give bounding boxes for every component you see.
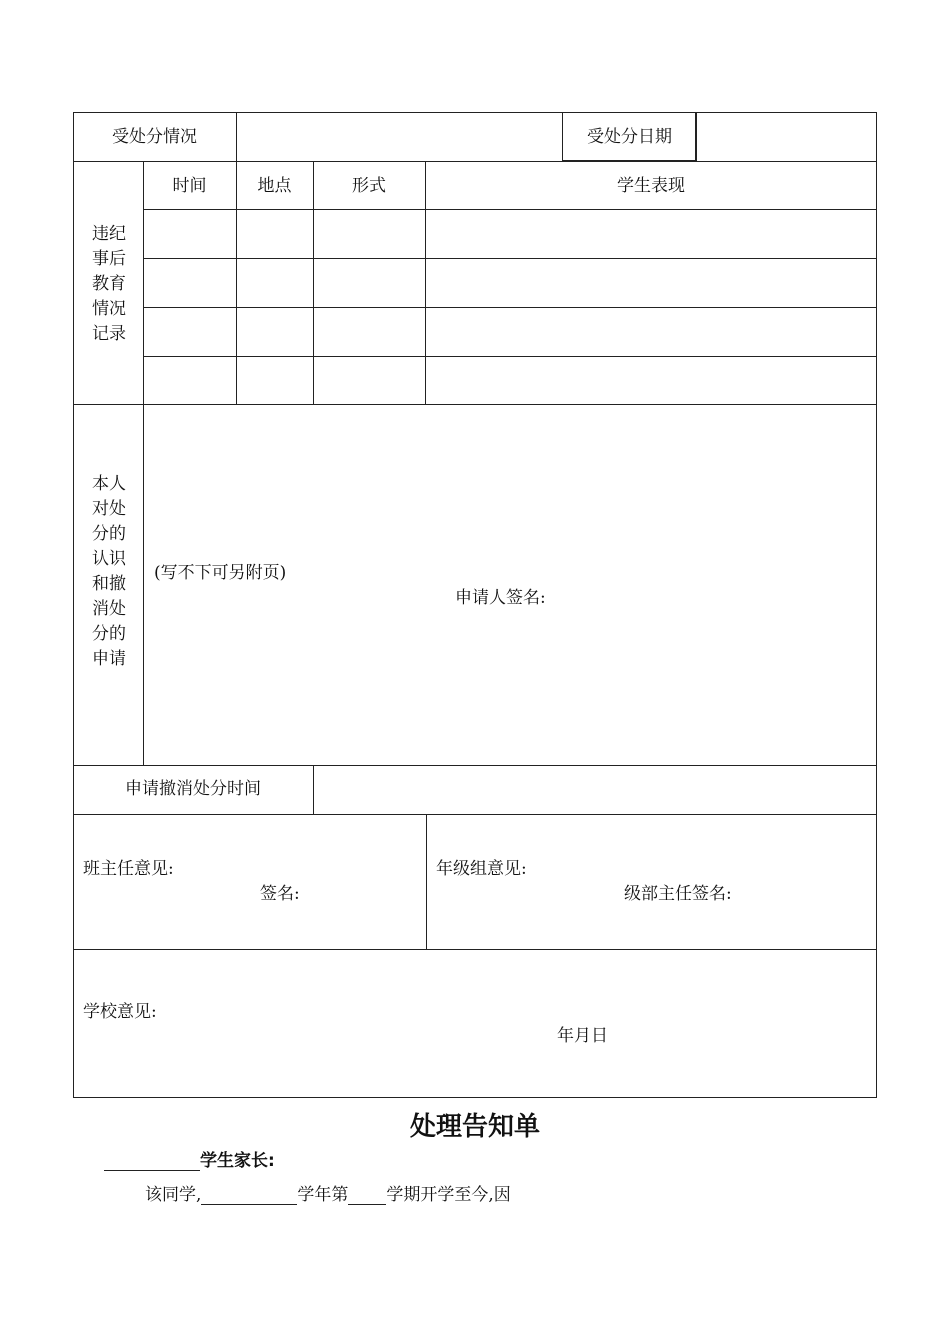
applicant-sign-label: 申请人签名: — [455, 588, 546, 608]
column-header-time: 时间 — [172, 176, 207, 196]
grade-group-label: 年级组意见: — [436, 859, 527, 879]
punishment-date-label: 受处分日期 — [587, 127, 672, 147]
year-blank[interactable] — [201, 1187, 297, 1205]
row-divider — [73, 765, 877, 766]
school-label: 学校意见: — [83, 1002, 157, 1022]
row-divider — [73, 814, 877, 815]
body-prefix: 该同学, — [145, 1185, 202, 1205]
date-label: 年月日 — [557, 1026, 608, 1046]
column-header-place: 地点 — [257, 176, 292, 196]
body-term: 学期开学至今,因 — [386, 1185, 511, 1205]
row-divider — [143, 209, 877, 210]
col-divider — [313, 161, 314, 405]
notice-body-line — [145, 1185, 511, 1205]
row-divider — [73, 404, 877, 405]
col-divider — [143, 404, 144, 765]
parent-label: 学生家长: — [200, 1151, 275, 1171]
row-divider — [143, 258, 877, 259]
column-header-form: 形式 — [352, 176, 386, 196]
col-divider — [425, 161, 426, 405]
col-divider — [313, 765, 314, 814]
head-teacher-sign-label: 签名: — [260, 884, 300, 904]
column-header-performance: 学生表现 — [617, 176, 685, 196]
notice-title: 处理告知单 — [409, 1112, 540, 1142]
col-divider — [236, 112, 237, 161]
row-divider — [73, 949, 877, 950]
row-divider — [143, 356, 877, 357]
row-divider — [143, 307, 877, 308]
revoke-time-label: 申请撤消处分时间 — [125, 779, 261, 799]
col-divider — [426, 814, 427, 950]
attach-note: (写不下可另附页) — [154, 563, 287, 583]
head-teacher-label: 班主任意见: — [83, 859, 174, 879]
col-divider — [143, 161, 144, 405]
body-year: 学年第 — [297, 1185, 349, 1205]
row-divider — [73, 161, 877, 162]
term-blank[interactable] — [348, 1187, 386, 1205]
education-section-label: 违纪事后教育情况记录 — [92, 224, 126, 344]
self-section-label: 本人对处分的认识和撤消处分的申请 — [92, 474, 126, 669]
punishment-label: 受处分情况 — [112, 127, 197, 147]
parent-line — [104, 1151, 275, 1171]
col-divider — [236, 161, 237, 405]
parent-name-blank[interactable] — [104, 1153, 200, 1171]
grade-director-sign-label: 级部主任签名: — [624, 884, 732, 904]
